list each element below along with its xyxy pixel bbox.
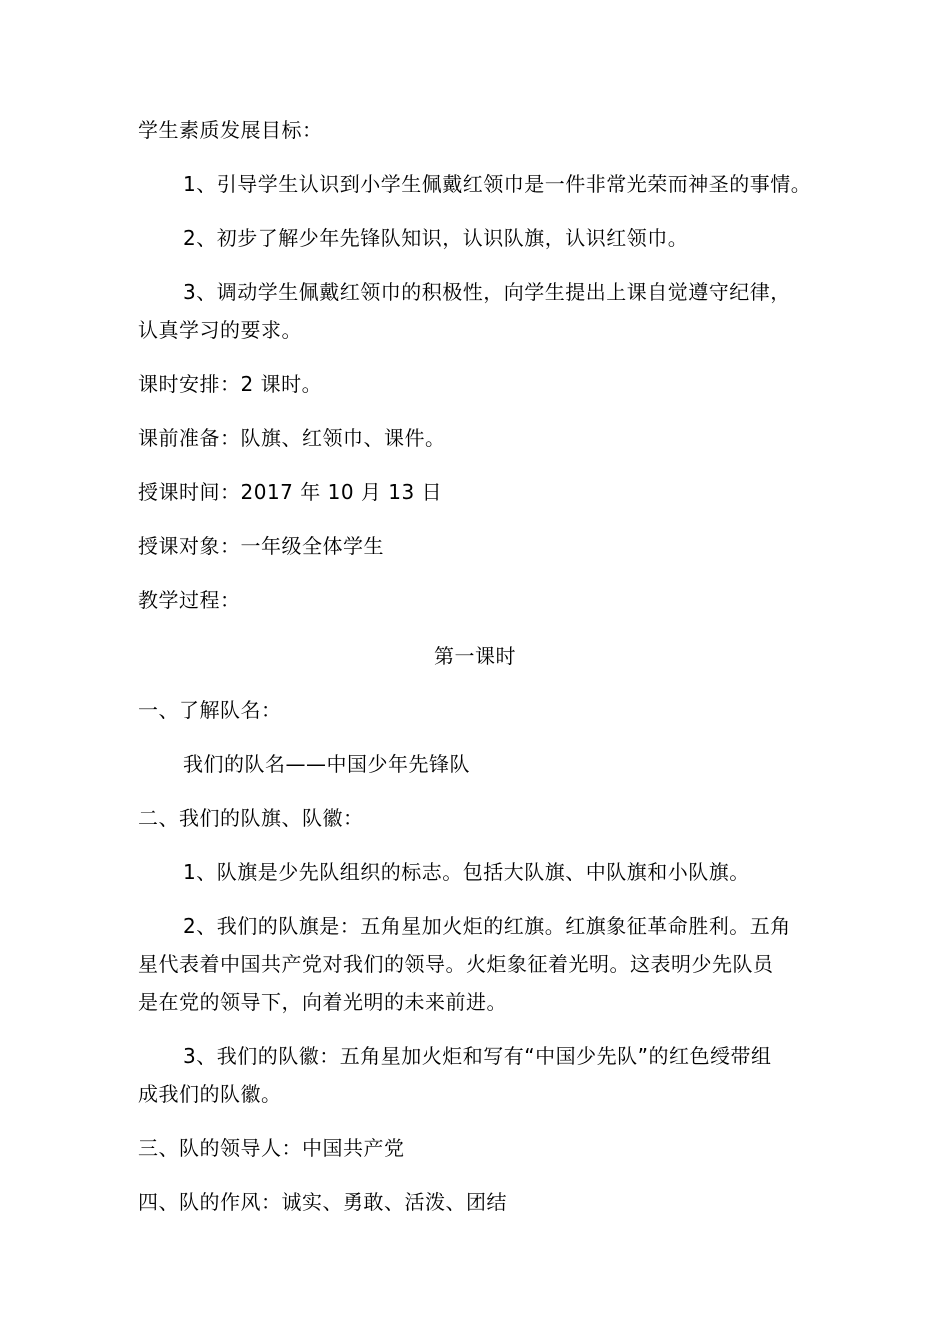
section-2-heading: 二、我们的队旗、队徽： (138, 806, 364, 830)
section-1-text: 我们的队名——中国少年先锋队 (183, 752, 470, 776)
section-2-item-3-line-1: 3、我们的队徽：五角星加火炬和写有“中国少先队”的红色绶带组 (183, 1044, 772, 1068)
section-2-item-2-line-3: 是在党的领导下，向着光明的未来前进。 (138, 990, 507, 1014)
section-2-item-2-line-1: 2、我们的队旗是：五角星加火炬的红旗。红旗象征革命胜利。五角 (183, 914, 791, 938)
lesson-title: 第一课时 (434, 644, 516, 668)
audience-line: 授课对象：一年级全体学生 (138, 534, 384, 558)
schedule-line: 课时安排：2 课时。 (138, 372, 323, 396)
goal-item-1: 1、引导学生认识到小学生佩戴红领巾是一件非常光荣而神圣的事情。 (183, 172, 812, 196)
process-heading: 教学过程： (138, 588, 241, 612)
preparation-line: 课前准备：队旗、红领巾、课件。 (138, 426, 446, 450)
goal-item-3-line-2: 认真学习的要求。 (138, 318, 302, 342)
goal-item-3-line-1: 3、调动学生佩戴红领巾的积极性，向学生提出上课自觉遵守纪律， (183, 280, 791, 304)
section-3-line: 三、队的领导人：中国共产党 (138, 1136, 405, 1160)
section-2-item-3-line-2: 成我们的队徽。 (138, 1082, 282, 1106)
goals-heading: 学生素质发展目标： (138, 118, 323, 142)
section-2-item-1: 1、队旗是少先队组织的标志。包括大队旗、中队旗和小队旗。 (183, 860, 750, 884)
section-1-heading: 一、了解队名： (138, 698, 282, 722)
section-4-line: 四、队的作风：诚实、勇敢、活泼、团结 (138, 1190, 507, 1214)
time-line: 授课时间：2017 年 10 月 13 日 (138, 480, 443, 504)
goal-item-2: 2、初步了解少年先锋队知识，认识队旗，认识红领巾。 (183, 226, 689, 250)
section-2-item-2-line-2: 星代表着中国共产党对我们的领导。火炬象征着光明。这表明少先队员 (138, 952, 774, 976)
